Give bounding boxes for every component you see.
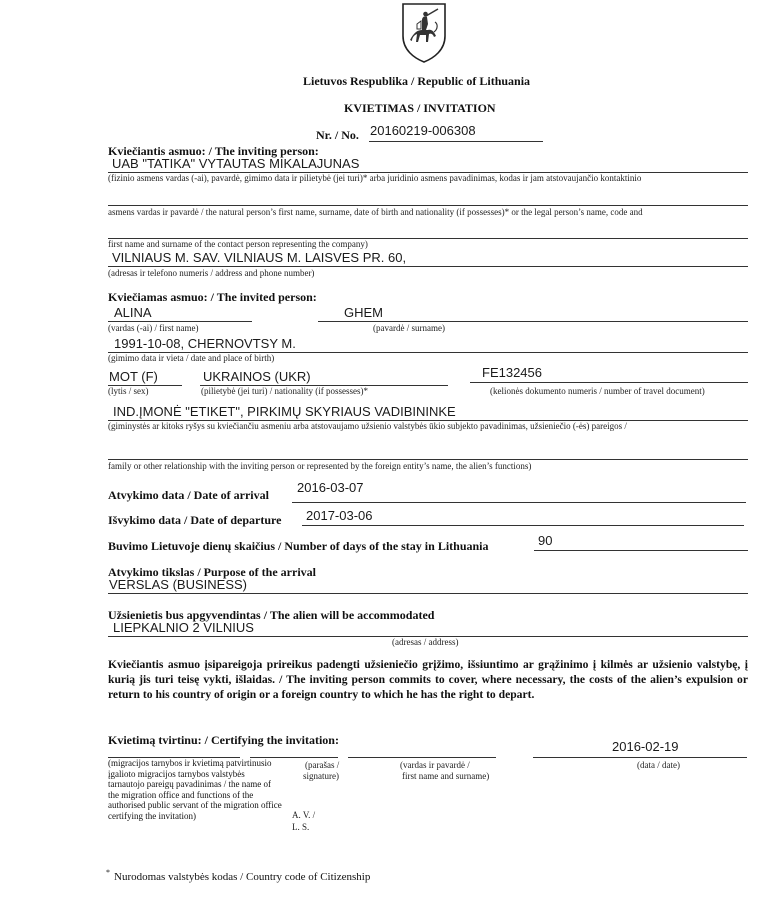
relationship-value: IND.ĮMONĖ "ETIKET", PIRKIMŲ SKYRIAUS VADIBININKE [113, 404, 456, 419]
country-title: Lietuvos Respublika / Republic of Lithuania [303, 74, 531, 88]
stamp-label-1: A. V. / [292, 810, 316, 820]
inviting-underline-2 [108, 205, 748, 206]
signature-caption-1: (parašas / [305, 760, 340, 770]
inviting-caption-1: (fizinio asmens vardas (-ai), pavardė, gimimo data ir pilietybė (jei turi)* arba juridinio asmens pavadinimas, kodas ir jam atstovaujančio kontaktinio [108, 173, 642, 183]
arrival-date: 2016-03-07 [297, 480, 364, 495]
inviting-person-label: Kviečiantis asmuo: / The inviting person: [108, 144, 319, 158]
sex-caption: (lytis / sex) [108, 386, 149, 396]
address-underline [108, 266, 748, 267]
address-caption: (adresas ir telefono numeris / address and phone number) [108, 268, 315, 278]
invitation-number: 20160219-006308 [370, 123, 476, 138]
commitment-text: Kviečiantis asmuo įsipareigoja prireikus padengti užsieniečio grįžimo, išsiuntimo ar grąžinimo į kilmės ar užsienio valstybę, į kurią jis turi teisę vykti, išlaidas. / The inviting person commits to cover, where necessary, the costs of the alien’s expulsion or return to his country of origin or a foreign country to which he has the right to depart. [108, 658, 748, 701]
inviting-person-name: UAB "TATIKA" VYTAUTAS MIKALAJUNAS [112, 156, 360, 171]
inviting-caption-3: first name and surname of the contact person representing the company) [108, 239, 368, 249]
departure-label: Išvykimo data / Date of departure [108, 513, 282, 527]
document-title: KVIETIMAS / INVITATION [344, 101, 496, 115]
stamp-label-2: L. S. [292, 822, 310, 832]
coat-of-arms-icon [400, 2, 448, 64]
purpose-value: VERSLAS (BUSINESS) [109, 577, 247, 592]
signature-caption-2: signature) [303, 771, 339, 781]
footnote-mark: * [106, 868, 110, 877]
days-label: Buvimo Lietuvoje dienų skaičius / Number of days of the stay in Lithuania [108, 539, 489, 553]
surname-caption: (pavardė / surname) [373, 323, 445, 333]
purpose-underline [108, 593, 748, 594]
arrival-label: Atvykimo data / Date of arrival [108, 488, 269, 502]
sex-value: MOT (F) [109, 369, 158, 384]
departure-underline [302, 525, 744, 526]
days-value: 90 [538, 533, 553, 548]
days-underline [534, 550, 748, 551]
accommodation-caption: (adresas / address) [392, 637, 459, 647]
surname-underline [318, 321, 748, 322]
number-underline [369, 141, 543, 142]
invited-surname: GHEM [344, 305, 383, 320]
travel-document-value: FE132456 [482, 365, 542, 380]
departure-date: 2017-03-06 [306, 508, 373, 523]
relationship-caption-2: family or other relationship with the inviting person or represented by the foreign entity’s name, the alien’s functions) [108, 461, 532, 471]
inviting-address: VILNIAUS M. SAV. VILNIAUS M. LAISVES PR. 60, [112, 250, 407, 265]
certifying-label: Kvietimą tvirtinu: / Certifying the invitation: [108, 733, 339, 747]
nationality-caption: (pilietybė (jei turi) / nationality (if possesses)* [201, 386, 368, 396]
first-name-underline [108, 321, 252, 322]
relationship-underline-2 [108, 459, 748, 460]
relationship-caption-1: (giminystės ar kitoks ryšys su kviečiančiu asmeniu arba atstovaujamo užsienio valstybės ūkio subjekto pavadinimas, užsieniečio (-ės) pareigos / [108, 421, 627, 431]
first-name-caption: (vardas (-ai) / first name) [108, 323, 199, 333]
travel-doc-underline [470, 382, 748, 383]
purpose-label: Atvykimo tikslas / Purpose of the arrival [108, 565, 316, 579]
name-caption-1: (vardas ir pavardė / [400, 760, 470, 770]
number-label: Nr. / No. [316, 128, 359, 142]
nationality-value: UKRAINOS (UKR) [203, 369, 311, 384]
date-underline [533, 757, 747, 758]
birth-date-place: 1991-10-08, CHERNOVTSY M. [114, 336, 296, 351]
accommodation-label: Užsienietis bus apgyvendintas / The alien will be accommodated [108, 608, 435, 622]
inviting-caption-2: asmens vardas ir pavardė / the natural person’s first name, surname, date of birth and nationality (if possesses)* or the legal person’s name, code and [108, 207, 643, 217]
accommodation-address: LIEPKALNIO 2 VILNIUS [113, 620, 254, 635]
arrival-underline [292, 502, 746, 503]
travel-doc-caption: (kelionės dokumento numeris / number of travel document) [490, 386, 705, 396]
date-caption: (data / date) [637, 760, 680, 770]
name-caption-2: first name and surname) [402, 771, 490, 781]
footnote-text: Nurodomas valstybės kodas / Country code of Citizenship [114, 871, 371, 883]
invited-first-name: ALINA [114, 305, 152, 320]
office-caption: (migracijos tarnybos ir kvietimą patvirtinusio įgalioto migracijos tarnybos valstybės tarnautojo pareigų pavadinimas / the name of the migration office and functions of the authorised public servant of the migration office certifying the invitation) [108, 758, 282, 821]
certification-date: 2016-02-19 [612, 739, 679, 754]
name-underline [348, 757, 496, 758]
invited-person-label: Kviečiamas asmuo: / The invited person: [108, 290, 317, 304]
birth-caption: (gimimo data ir vieta / date and place of birth) [108, 353, 275, 363]
